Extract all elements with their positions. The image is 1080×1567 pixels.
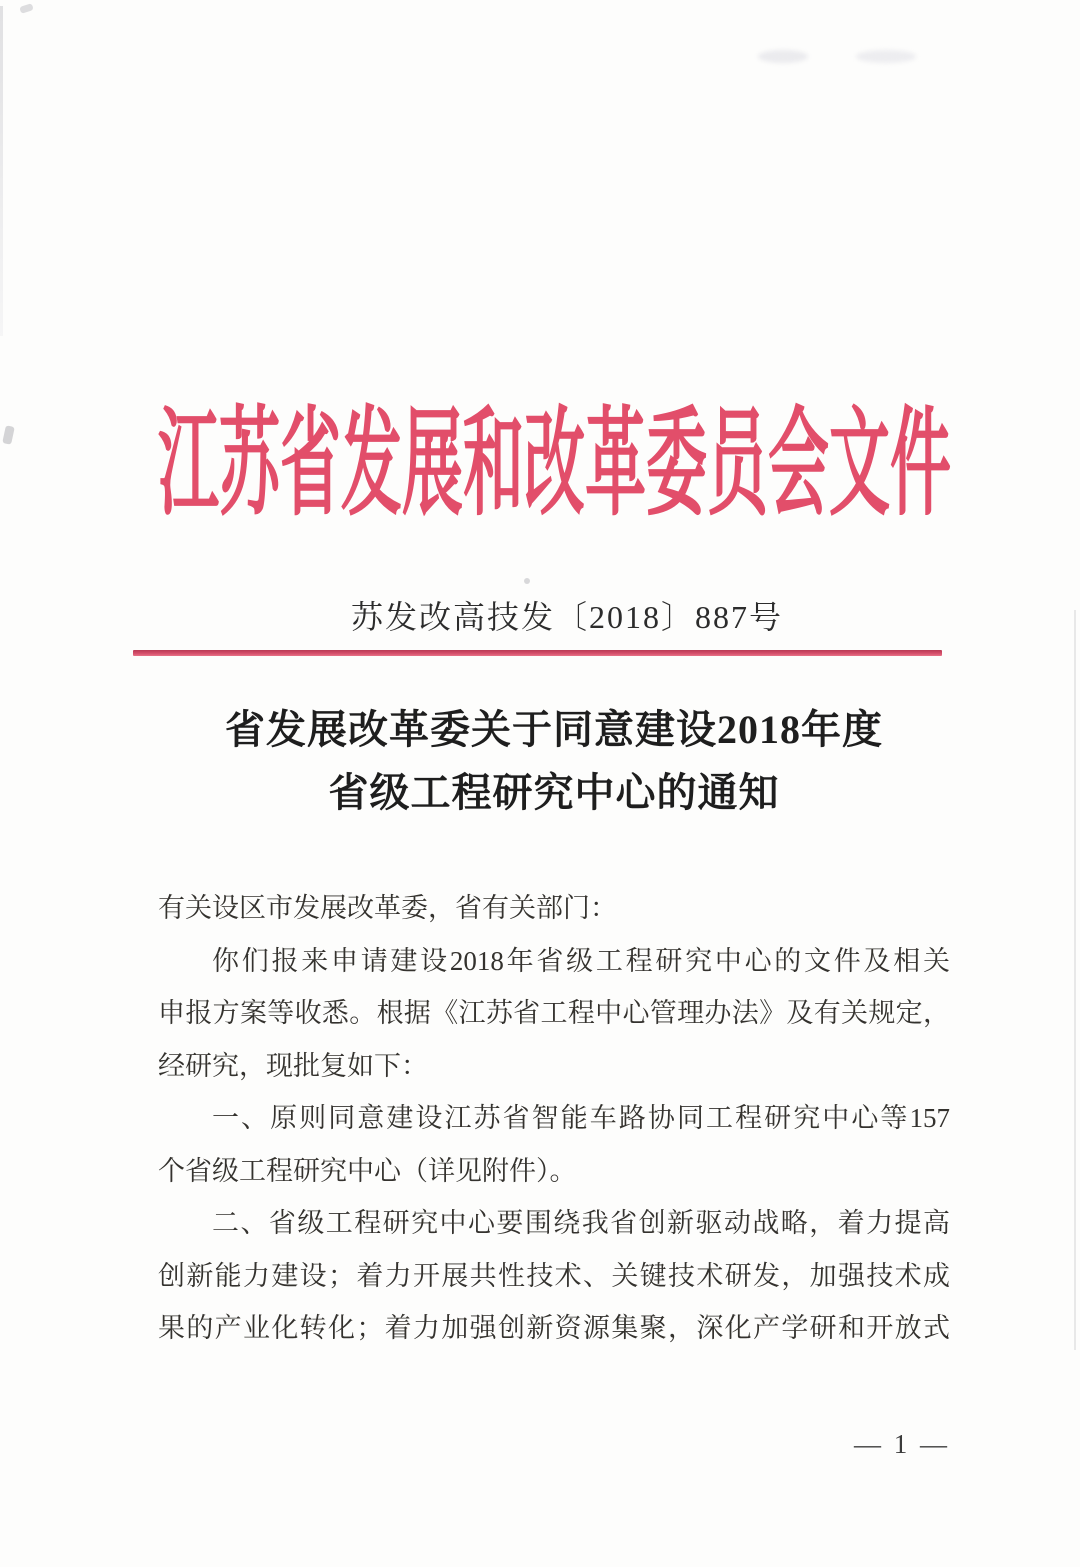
scan-artifact [2,425,15,444]
body-line: 二、省级工程研究中心要围绕我省创新驱动战略，着力提高 [212,1208,950,1238]
page-number: — 1 — [854,1429,950,1459]
agency-masthead [158,371,952,532]
agency-name: 江苏省发展和改革委员会文件 [158,401,952,532]
document-number: 苏发改高技发〔2018〕887号 [350,599,783,635]
body-line: 果的产业化转化；着力加强创新资源集聚，深化产学研和开放式 [158,1313,950,1343]
content-column [158,0,950,1567]
document-body [158,882,950,1355]
document-title [158,698,950,824]
document-title-line1: 省发展改革委关于同意建设2018年度 [225,707,883,752]
document-title-line2: 省级工程研究中心的通知 [328,770,780,815]
body-line: 申报方案等收悉。根据《江苏省工程中心管理办法》及有关规定， [158,998,950,1028]
body-line: 你们报来申请建设2018年省级工程研究中心的文件及相关 [212,945,950,976]
body-line: 创新能力建设；着力开展共性技术、关键技术研发，加强技术成 [158,1260,950,1291]
body-line: 个省级工程研究中心（详见附件）。 [158,1155,577,1186]
scan-edge-line-left [0,6,3,336]
body-line: 一、原则同意建设江苏省智能车路协同工程研究中心等157 [212,1103,950,1133]
scan-artifact [19,3,34,14]
scan-edge-line-right [1074,610,1076,1350]
body-line: 经研究，现批复如下： [158,1050,428,1081]
body-line: 有关设区市发展改革委，省有关部门： [158,893,617,923]
